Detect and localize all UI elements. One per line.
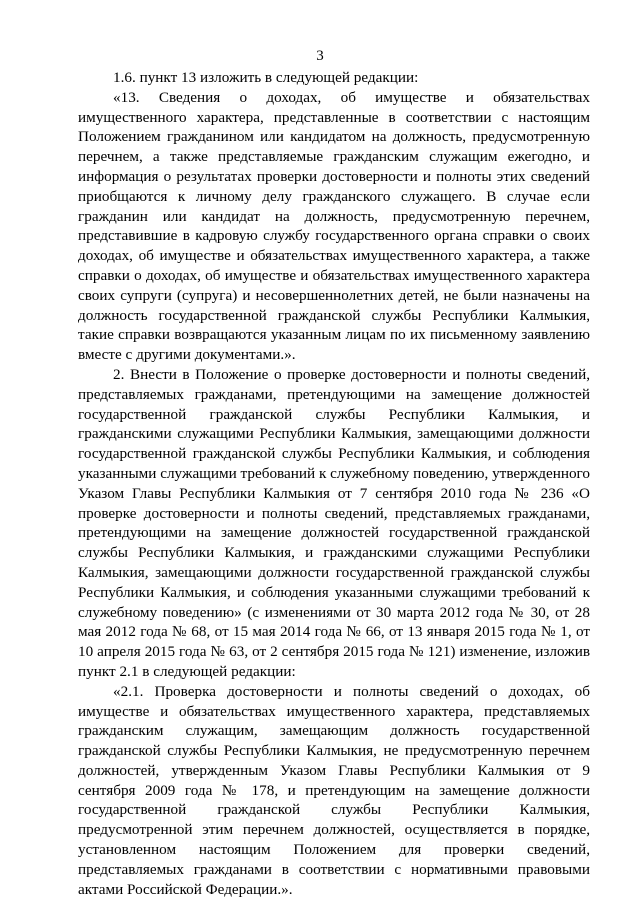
page-number: 3 [316,48,324,64]
paragraph-1-6-heading: 1.6. пункт 13 изложить в следующей редакции: [113,69,419,86]
paragraph-item-13-text: «13. Сведения о доходах, об имуществе и обязательствах имущественного характера, представленные в соответствии с настоящим Положением гражданином или кандидатом на должность, предусмотренную перечнем, а также представляемые гражданским служащим ежегодно, и информация о результатах проверки достоверности и полноты этих сведений приобщаются к личному делу гражданского служащего. В случае если гражданин или кандидат на должность, предусмотренную перечнем, представившие в кадровую службу государственного органа справки о своих доходах, об имуществе и обязательствах имущественного характера, а также справки о доходах, об имуществе и обязательствах имущественного характера своих супруги (супруга) и несовершеннолетних детей, не были назначены на должность государственной гражданской службы Республики Калмыкия, такие справки возвращаются указанным лицам по их письменному заявлению вместе с другими документами.». [78,88,590,364]
paragraph-item-2-1-text: «2.1. Проверка достоверности и полноты сведений о доходах, об имуществе и обязательствах имущественного характера, представляемых гражданским служащим, замещающим должность государственной гражданской службы Республики Калмыкия, не предусмотренную перечнем должностей, утвержденным Указом Главы Республики Калмыкия от 9 сентября 2009 года № 178, и претендующим на замещение должности государственной гражданской службы Республики Калмыкия, предусмотренной этим перечнем должностей, осуществляется в порядке, установленном настоящим Положением для проверки сведений, представляемых гражданами в соответствии с нормативными правовыми актами Российской Федерации.». [78,682,590,898]
paragraph-amendment-2: 2. Внести в Положение о проверке достоверности и полноты сведений, представляемых гражданами, претендующими на замещение должностей государственной гражданской службы Республики Калмыкия, и гражданскими служащими Республики Калмыкия, замещающими должности государственной гражданской службы Республики Калмыкия, и соблюдения указанными служащими требований к служебному поведению, утвержденного Указом Главы Республики Калмыкия от 7 сентября 2010 года № 236 «О проверке достоверности и полноты сведений, представляемых гражданами, претендующими на замещение должностей государственной гражданской службы Республики Калмыкия, и гражданскими служащими Республики Калмыкия, замещающими должности государственной гражданской службы Республики Калмыкия, и соблюдения указанными служащими требований к служебному поведению» (с изменениями от 30 марта 2012 года № 30, от 28 мая 2012 года № 68, от 15 мая 2014 года № 66, от 13 января 2015 года № 1, от 10 апреля 2015 года № 63, от 2 сентября 2015 года № 121) изменение, изложив пункт 2.1 в следующей редакции: [78,365,590,680]
document-body [78,68,590,899]
